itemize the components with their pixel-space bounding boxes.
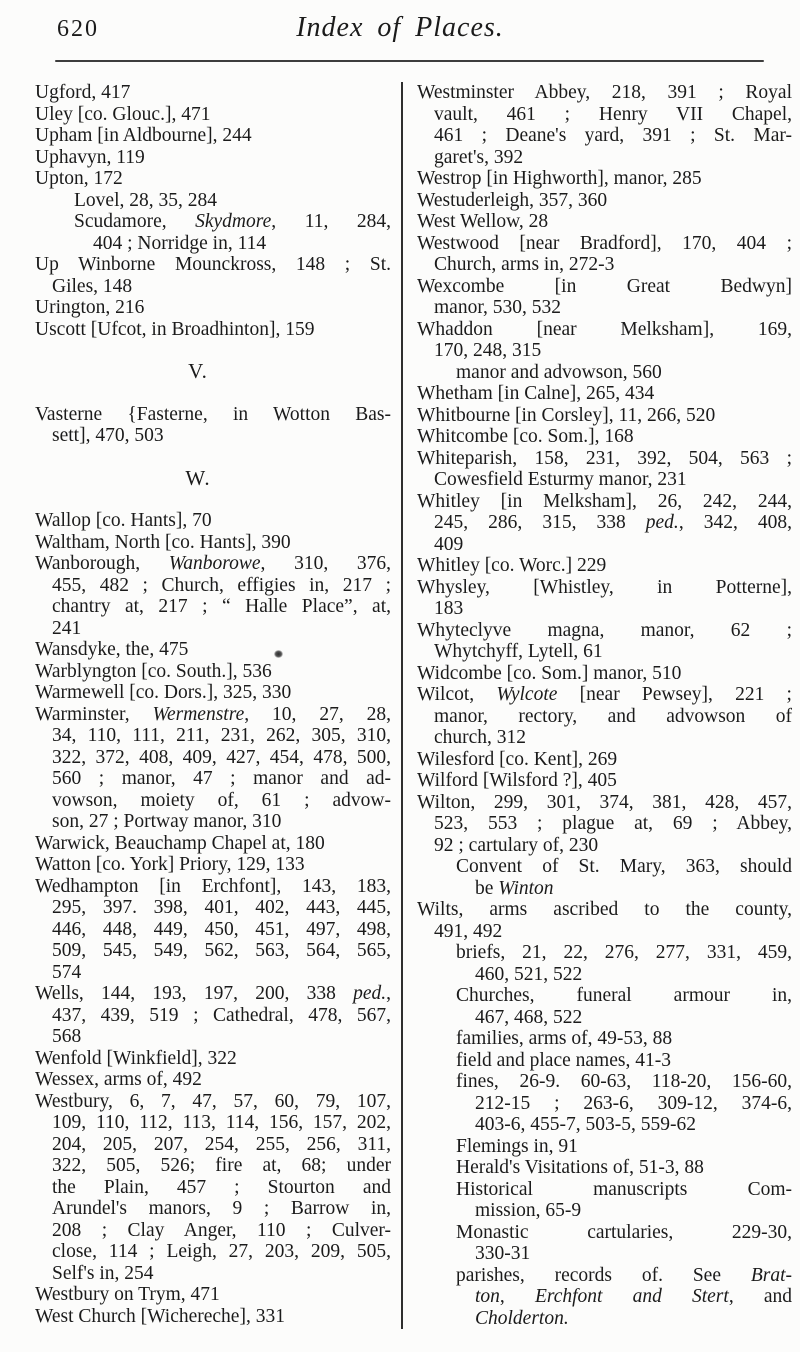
text-segment: 403-6, 455-7, 503-5, 559-62 — [475, 1114, 696, 1135]
index-line — [417, 942, 792, 964]
index-line — [417, 641, 792, 663]
index-line — [417, 964, 792, 986]
index-line — [417, 1093, 792, 1115]
text-segment: Wilts, arms ascribed to the county, — [417, 899, 792, 920]
index-columns — [0, 62, 800, 1329]
text-segment: 491, 492 — [434, 920, 503, 942]
text-segment: Arundel's manors, 9 ; Barrow in, — [52, 1198, 391, 1219]
text-segment: 212-15 ; 263-6, 309-12, 374-6, — [475, 1092, 792, 1114]
index-line — [417, 1308, 792, 1330]
index-line — [35, 811, 391, 833]
text-segment: Wansdyke, the, 475 — [35, 639, 189, 660]
index-line — [417, 254, 792, 276]
index-line — [417, 147, 792, 169]
index-line — [417, 426, 792, 448]
text-segment: V. — [188, 359, 208, 383]
index-line — [417, 1286, 792, 1308]
index-line — [35, 1112, 391, 1134]
index-line — [417, 878, 792, 900]
index-line — [417, 405, 792, 427]
index-line — [35, 747, 391, 769]
text-segment: Wenfold [Winkfield], 322 — [35, 1047, 237, 1069]
text-segment: Upham [in Aldbourne], 244 — [35, 125, 252, 146]
text-segment: parishes, records of. See — [456, 1264, 751, 1286]
text-segment: Warmewell [co. Dors.], 325, 330 — [35, 682, 292, 703]
index-line — [35, 596, 391, 618]
text-segment: manor and advowson, 560 — [456, 361, 662, 383]
index-line — [417, 1243, 792, 1265]
index-line — [35, 1091, 391, 1113]
index-line — [417, 620, 792, 642]
text-segment: Convent of St. Mary, 363, should — [456, 856, 792, 877]
text-segment: manor, rectory, and advowson of — [434, 705, 792, 727]
text-segment: 322, 505, 526; fire at, 68; under — [52, 1155, 391, 1176]
index-line — [35, 1241, 391, 1263]
index-line — [417, 1050, 792, 1072]
text-segment: Lovel, 28, 35, 284 — [74, 189, 217, 211]
index-line — [35, 704, 391, 726]
text-segment: 455, 482 ; Church, effigies in, 217 ; — [52, 574, 391, 596]
index-line — [417, 706, 792, 728]
text-segment: Whiteparish, 158, 231, 392, 504, 563 ; — [417, 447, 792, 469]
index-line — [417, 1114, 792, 1136]
text-segment: Wanborough, — [35, 553, 169, 574]
index-line — [417, 1136, 792, 1158]
text-segment: , — [386, 983, 391, 1004]
text-segment: Wells, 144, 193, 197, 200, 338 — [35, 983, 354, 1004]
text-segment: 467, 468, 522 — [475, 1006, 583, 1028]
text-segment: Warminster, — [35, 703, 153, 725]
text-segment: , 11, 284, — [271, 211, 391, 232]
index-line — [35, 1069, 391, 1091]
text-segment: field and place names, 41-3 — [456, 1049, 671, 1071]
text-segment: Flemings in, 91 — [456, 1135, 578, 1157]
index-line — [35, 833, 391, 855]
text-segment: 509, 545, 549, 562, 563, 564, 565, — [52, 940, 391, 961]
text-segment: briefs, 21, 22, 276, 277, 331, 459, — [456, 942, 792, 963]
text-segment: Uley [co. Glouc.], 471 — [35, 103, 211, 125]
index-line — [417, 1071, 792, 1093]
text-segment: Winton — [498, 877, 554, 899]
index-line — [35, 82, 391, 104]
index-line — [417, 663, 792, 685]
index-line — [35, 404, 391, 426]
text-segment: Whitley [co. Worc.] 229 — [417, 555, 607, 576]
index-line — [35, 768, 391, 790]
text-segment: Wedhampton [in Erchfont], 143, 183, — [35, 875, 391, 897]
text-segment: 461 ; Deane's yard, 391 ; St. Mar- — [434, 125, 792, 146]
index-line — [35, 854, 391, 876]
text-segment: Whytchyff, Lytell, 61 — [434, 641, 603, 662]
text-segment: Urington, 216 — [35, 297, 145, 318]
index-line — [35, 1155, 391, 1177]
text-segment: 523, 553 ; plague at, 69 ; Abbey, — [434, 813, 792, 834]
index-line — [35, 233, 391, 255]
index-line — [417, 598, 792, 620]
text-segment: Westbury on Trym, 471 — [35, 1284, 220, 1305]
index-line — [417, 319, 792, 341]
text-segment: 34, 110, 111, 211, 231, 262, 305, 310, — [52, 725, 391, 746]
text-segment: 560 ; manor, 47 ; manor and ad- — [52, 768, 391, 789]
text-segment: Warblyngton [co. South.], 536 — [35, 660, 272, 682]
text-segment: the Plain, 457 ; Stourton and — [52, 1176, 391, 1198]
index-line — [35, 425, 391, 447]
index-line — [35, 897, 391, 919]
text-segment: ped. — [353, 983, 387, 1004]
text-segment: , 310, 376, — [260, 553, 391, 574]
index-line — [417, 1265, 792, 1287]
index-line — [35, 1306, 391, 1328]
index-line — [35, 940, 391, 962]
index-line — [35, 168, 391, 190]
text-segment: 404 ; Norridge in, 114 — [93, 232, 267, 254]
index-line — [417, 534, 792, 556]
text-segment: West Wellow, 28 — [417, 211, 549, 232]
index-line — [35, 147, 391, 169]
text-segment: church, 312 — [434, 727, 527, 748]
index-line — [417, 856, 792, 878]
text-segment: vault, 461 ; Henry VII Chapel, — [434, 103, 792, 125]
index-line — [417, 770, 792, 792]
index-line — [35, 682, 391, 704]
text-segment: 92 ; cartulary of, 230 — [434, 834, 599, 856]
text-segment: Widcombe [co. Som.] manor, 510 — [417, 662, 682, 684]
text-segment: Wilford [Wilsford ?], 405 — [417, 770, 617, 791]
text-segment: garet's, 392 — [434, 146, 524, 168]
text-segment: 446, 448, 449, 450, 451, 497, 498, — [52, 918, 391, 940]
index-line — [417, 233, 792, 255]
right-column — [401, 82, 792, 1329]
index-line — [417, 749, 792, 771]
index-line — [35, 211, 391, 233]
index-line — [417, 512, 792, 534]
text-segment: Up Winborne Mounckross, 148 ; St. — [35, 254, 391, 275]
index-line — [35, 532, 391, 554]
index-line — [417, 792, 792, 814]
text-segment: Self's in, 254 — [52, 1262, 154, 1284]
text-segment: sett], 470, 503 — [52, 425, 164, 446]
section-heading — [35, 465, 391, 490]
index-line — [35, 510, 391, 532]
index-line — [417, 469, 792, 491]
text-segment: Cholderton. — [475, 1307, 569, 1329]
index-line — [35, 962, 391, 984]
text-segment: Westuderleigh, 357, 360 — [417, 189, 608, 211]
index-line — [35, 1048, 391, 1070]
section-heading — [35, 361, 391, 383]
text-segment: Warwick, Beauchamp Chapel at, 180 — [35, 832, 325, 854]
text-segment: Churches, funeral armour in, — [456, 985, 792, 1006]
index-line — [35, 1026, 391, 1048]
left-column — [35, 82, 401, 1329]
index-line — [35, 919, 391, 941]
text-segment: Church, arms in, 272-3 — [434, 254, 615, 275]
text-segment: 322, 372, 408, 409, 427, 454, 478, 500, — [52, 746, 391, 768]
index-line — [35, 1284, 391, 1306]
index-line — [417, 1028, 792, 1050]
text-segment: Wexcombe [in Great Bedwyn] — [417, 275, 792, 297]
text-segment: Whaddon [near Melksham], 169, — [417, 318, 792, 340]
text-segment: Whitcombe [co. Som.], 168 — [417, 426, 634, 447]
text-segment: 204, 205, 207, 254, 255, 256, 311, — [52, 1133, 391, 1155]
index-line — [35, 1177, 391, 1199]
index-line — [417, 1222, 792, 1244]
index-line — [417, 82, 792, 104]
text-segment: fines, 26-9. 60-63, 118-20, 156-60, — [456, 1071, 792, 1092]
page-header — [0, 0, 800, 60]
text-segment: 295, 397. 398, 401, 402, 443, 445, — [52, 897, 391, 918]
index-line — [417, 1157, 792, 1179]
text-segment: West Church [Wichereche], 331 — [35, 1305, 285, 1327]
text-segment: Watton [co. York] Priory, 129, 133 — [35, 854, 305, 875]
text-segment: Wylcote — [496, 684, 558, 705]
text-segment: 109, 110, 112, 113, 114, 156, 157, 202, — [52, 1112, 391, 1133]
text-segment: Whetham [in Calne], 265, 434 — [417, 383, 655, 404]
index-line — [35, 618, 391, 640]
index-line — [417, 684, 792, 706]
index-line — [35, 1220, 391, 1242]
index-line — [417, 1007, 792, 1029]
text-segment: Whyteclyve magna, manor, 62 ; — [417, 619, 792, 641]
index-line — [35, 725, 391, 747]
text-segment: Brat- — [750, 1264, 792, 1286]
text-segment: Skydmore — [195, 211, 272, 232]
index-line — [35, 319, 391, 341]
index-line — [35, 1263, 391, 1285]
index-line — [35, 639, 391, 661]
index-line — [417, 211, 792, 233]
index-line — [35, 254, 391, 276]
text-segment: Herald's Visitations of, 51-3, 88 — [456, 1157, 704, 1178]
page-title: Index of Places. — [296, 12, 504, 43]
index-line — [417, 835, 792, 857]
page-number: 620 — [57, 16, 99, 42]
index-line — [417, 276, 792, 298]
text-segment: 245, 286, 315, 338 — [434, 512, 646, 533]
text-segment: Uscott [Ufcot, in Broadhinton], 159 — [35, 318, 315, 340]
index-line — [417, 813, 792, 835]
text-segment: Wallop [co. Hants], 70 — [35, 510, 212, 531]
text-segment: Wilesford [co. Kent], 269 — [417, 748, 618, 770]
text-segment: manor, 530, 532 — [434, 297, 562, 318]
text-segment: be — [475, 877, 499, 899]
text-segment: , and — [728, 1286, 792, 1307]
text-segment: chantry at, 217 ; “ Halle Place”, at, — [52, 596, 391, 617]
index-line — [35, 553, 391, 575]
index-line — [35, 276, 391, 298]
text-segment: Whysley, [Whistley, in Potterne], — [417, 576, 792, 598]
text-segment: Wilcot, — [417, 684, 497, 705]
text-segment: Wermenstre — [152, 703, 245, 725]
index-line — [417, 491, 792, 513]
index-line — [417, 362, 792, 384]
index-line — [35, 104, 391, 126]
text-segment: Whitbourne [in Corsley], 11, 266, 520 — [417, 404, 716, 426]
text-segment: Vasterne {Fasterne, in Wotton Bas- — [35, 403, 391, 425]
text-segment: ton — [475, 1286, 500, 1307]
text-segment: 437, 439, 519 ; Cathedral, 478, 567, — [52, 1004, 391, 1026]
text-segment: close, 114 ; Leigh, 27, 203, 209, 505, — [52, 1241, 391, 1262]
index-line — [35, 983, 391, 1005]
text-segment: Whitley [in Melksham], 26, 242, 244, — [417, 490, 792, 512]
index-line — [35, 1198, 391, 1220]
index-line — [35, 297, 391, 319]
text-segment: 574 — [52, 961, 82, 983]
scan-smudge — [274, 650, 283, 658]
index-line — [417, 577, 792, 599]
index-line — [35, 1005, 391, 1027]
text-segment: Monastic cartularies, 229-30, — [456, 1221, 792, 1243]
index-line — [417, 1179, 792, 1201]
index-line — [417, 448, 792, 470]
text-segment: , 10, 27, 28, — [244, 703, 392, 725]
index-line — [417, 297, 792, 319]
index-line — [35, 1134, 391, 1156]
text-segment: Ugford, 417 — [35, 82, 131, 103]
text-segment: 460, 521, 522 — [475, 963, 583, 985]
index-line — [417, 190, 792, 212]
text-segment: mission, 65-9 — [475, 1200, 582, 1221]
index-line — [35, 661, 391, 683]
text-segment: [near Pewsey], 221 ; — [557, 684, 792, 705]
index-line — [417, 340, 792, 362]
text-segment: Upton, 172 — [35, 168, 123, 189]
text-segment: Westminster Abbey, 218, 391 ; Royal — [417, 82, 792, 103]
index-line — [35, 125, 391, 147]
text-segment: vowson, moiety of, 61 ; advow- — [52, 789, 391, 811]
index-line — [35, 790, 391, 812]
text-segment: Westbury, 6, 7, 47, 57, 60, 79, 107, — [35, 1090, 391, 1112]
text-segment: Westrop [in Highworth], manor, 285 — [417, 168, 702, 189]
text-segment: 568 — [52, 1026, 82, 1047]
text-segment: Historical manuscripts Com- — [456, 1178, 792, 1200]
text-segment: Erchfont and Stert — [534, 1286, 729, 1307]
text-segment: W. — [185, 465, 211, 490]
text-segment: 170, 248, 315 — [434, 340, 542, 361]
text-segment: 241 — [52, 617, 82, 639]
index-line — [417, 125, 792, 147]
text-segment: Scudamore, — [74, 211, 196, 232]
text-segment: Giles, 148 — [52, 275, 133, 297]
index-line — [417, 921, 792, 943]
text-segment: Wilton, 299, 301, 374, 381, 428, 457, — [417, 791, 792, 813]
text-segment: son, 27 ; Portway manor, 310 — [52, 811, 282, 832]
text-segment: Cowesfield Esturmy manor, 231 — [434, 469, 687, 490]
text-segment: 409 — [434, 533, 464, 555]
index-line — [35, 190, 391, 212]
text-segment: , 342, 408, — [678, 512, 793, 533]
index-line — [417, 1200, 792, 1222]
text-segment: families, arms of, 49-53, 88 — [456, 1028, 673, 1049]
index-line — [417, 168, 792, 190]
index-line — [417, 104, 792, 126]
text-segment: ped. — [645, 512, 679, 533]
text-segment: Uphavyn, 119 — [35, 146, 145, 168]
text-segment: Westwood [near Bradford], 170, 404 ; — [417, 232, 792, 254]
index-line — [417, 555, 792, 577]
text-segment: 208 ; Clay Anger, 110 ; Culver- — [52, 1219, 391, 1241]
index-line — [417, 985, 792, 1007]
text-segment: , — [499, 1286, 535, 1307]
text-segment: Waltham, North [co. Hants], 390 — [35, 531, 291, 553]
text-segment: Wessex, arms of, 492 — [35, 1069, 202, 1090]
text-segment: 183 — [434, 598, 464, 619]
text-segment: Wanborowe — [168, 553, 261, 574]
index-line — [35, 876, 391, 898]
index-line — [417, 899, 792, 921]
index-line — [417, 383, 792, 405]
index-line — [417, 727, 792, 749]
text-segment: 330-31 — [475, 1243, 531, 1264]
index-line — [35, 575, 391, 597]
